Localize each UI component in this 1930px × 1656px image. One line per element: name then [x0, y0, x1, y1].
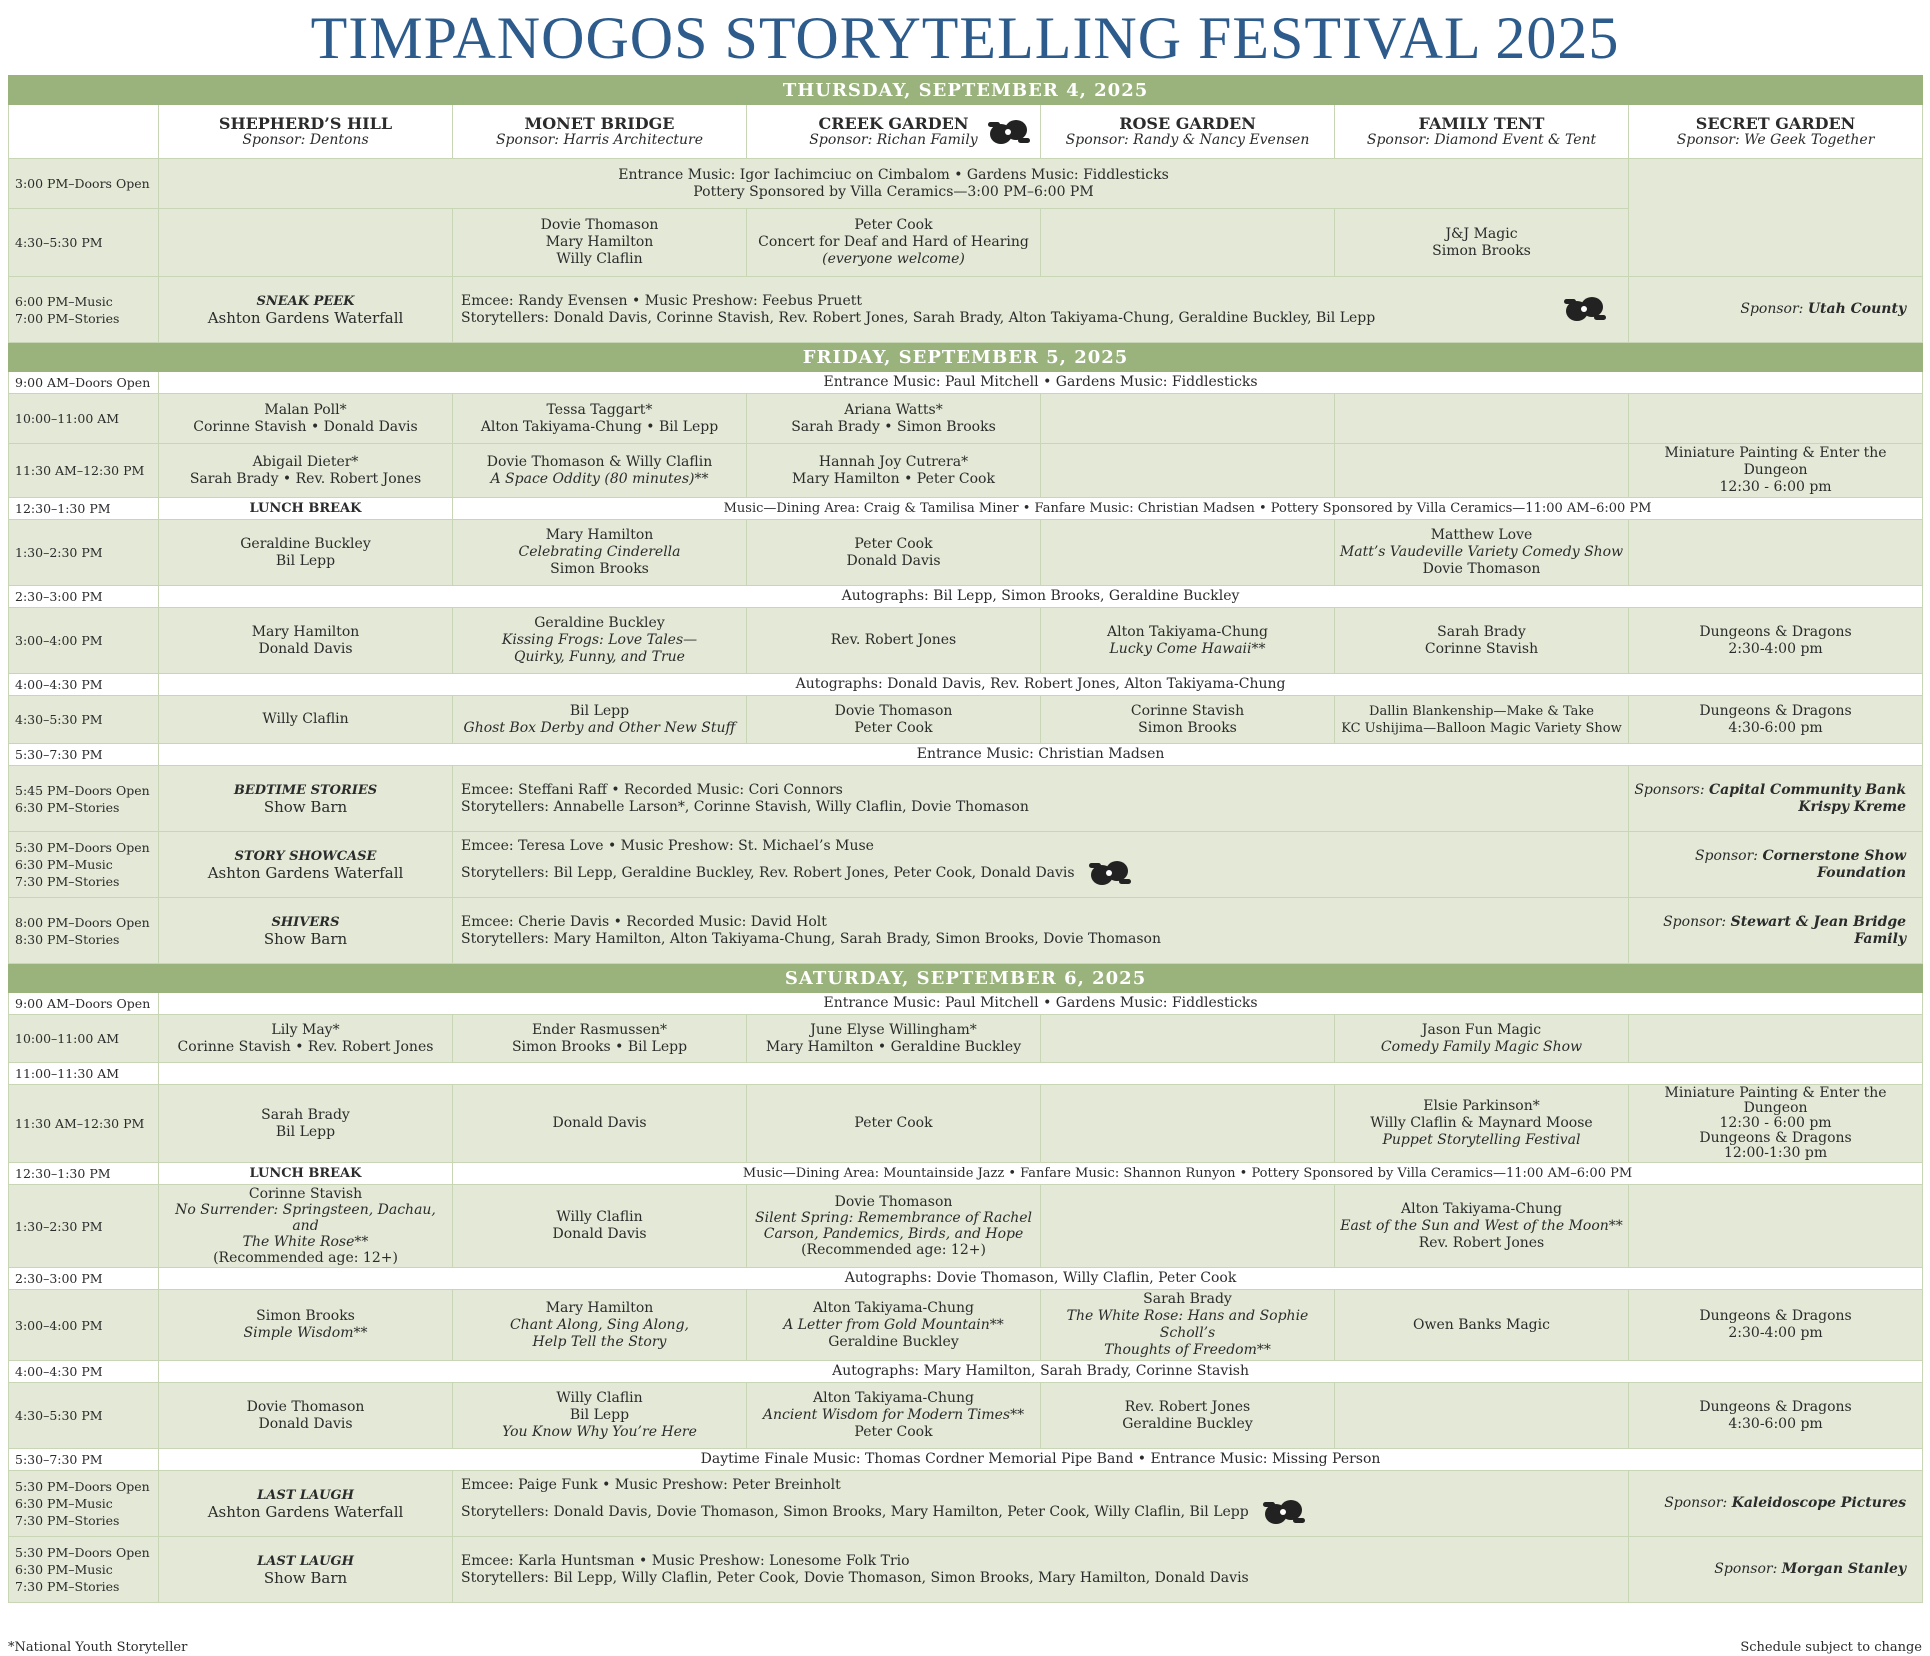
event-sponsor-cell: Sponsor: Cornerstone Show Foundation	[1629, 832, 1923, 898]
day-header-saturday	[9, 964, 1923, 993]
event-sponsor-cell: Sponsor: Kaleidoscope Pictures	[1629, 1471, 1923, 1537]
session-cell: Miniature Painting & Enter the Dungeon 12:30 - 6:00 pm Dungeons & Dragons 12:00-1:30 pm	[1629, 1085, 1923, 1163]
schedule-row	[9, 394, 1923, 444]
event-title-cell: STORY SHOWCASE Ashton Gardens Waterfall	[159, 832, 453, 898]
schedule-row	[9, 1063, 1923, 1085]
time-cell: 3:00–4:00 PM	[9, 608, 159, 674]
evening-event-row	[9, 832, 1923, 898]
venue-header: MONET BRIDGE Sponsor: Harris Architecture	[453, 105, 747, 159]
session-cell: Tessa Taggart* Alton Takiyama-Chung • Bil Lepp	[453, 394, 747, 444]
session-cell: Ender Rasmussen* Simon Brooks • Bil Lepp	[453, 1015, 747, 1063]
session-cell: Mary Hamilton Chant Along, Sing Along, Help Tell the Story	[453, 1290, 747, 1361]
all-venues-cell: Entrance Music: Paul Mitchell • Gardens Music: Fiddlesticks	[159, 993, 1923, 1015]
time-cell: 5:30 PM–Doors Open 6:30 PM–Music 7:30 PM–Stories	[9, 832, 159, 898]
evening-event-row	[9, 766, 1923, 832]
session-cell: Geraldine Buckley Bil Lepp	[159, 520, 453, 586]
time-cell: 12:30–1:30 PM	[9, 498, 159, 520]
session-cell: Alton Takiyama-Chung Ancient Wisdom for Modern Times** Peter Cook	[747, 1383, 1041, 1449]
lunch-label: LUNCH BREAK	[159, 498, 453, 520]
schedule-row	[9, 608, 1923, 674]
event-title-cell: LAST LAUGH Ashton Gardens Waterfall	[159, 1471, 453, 1537]
evening-event-row	[9, 898, 1923, 964]
evening-event-row	[9, 1471, 1923, 1537]
autographs-cell: Autographs: Dovie Thomason, Willy Claflin, Peter Cook	[159, 1268, 1923, 1290]
schedule-row	[9, 372, 1923, 394]
disclaimer: Schedule subject to change	[1740, 1640, 1922, 1655]
event-title-cell: SHIVERS Show Barn	[159, 898, 453, 964]
secret-garden-cell	[1629, 159, 1923, 277]
session-cell: Alton Takiyama-Chung East of the Sun and West of the Moon** Rev. Robert Jones	[1335, 1185, 1629, 1268]
session-cell: Dallin Blankenship—Make & Take KC Ushijima—Balloon Magic Variety Show	[1335, 696, 1629, 744]
time-cell: 12:30–1:30 PM	[9, 1163, 159, 1185]
schedule-row	[9, 674, 1923, 696]
time-cell: 8:00 PM–Doors Open 8:30 PM–Stories	[9, 898, 159, 964]
time-cell: 9:00 AM–Doors Open	[9, 372, 159, 394]
session-cell: Malan Poll* Corinne Stavish • Donald Davis	[159, 394, 453, 444]
time-cell: 1:30–2:30 PM	[9, 1185, 159, 1268]
page-title: TIMPANOGOS STORYTELLING FESTIVAL 2025	[310, 5, 1620, 71]
day-header-thursday	[9, 76, 1923, 105]
schedule-row	[9, 520, 1923, 586]
all-venues-cell: Entrance Music: Christian Madsen	[159, 744, 1923, 766]
session-cell: Alton Takiyama-Chung A Letter from Gold Mountain** Geraldine Buckley	[747, 1290, 1041, 1361]
schedule-row	[9, 1085, 1923, 1163]
time-cell: 10:00–11:00 AM	[9, 1015, 159, 1063]
time-cell: 4:30–5:30 PM	[9, 209, 159, 277]
schedule-row	[9, 1268, 1923, 1290]
evening-event-row	[9, 277, 1923, 343]
session-cell: Mary Hamilton Celebrating Cinderella Simon Brooks	[453, 520, 747, 586]
time-cell: 5:45 PM–Doors Open 6:30 PM–Stories	[9, 766, 159, 832]
schedule-row	[9, 1290, 1923, 1361]
session-cell: Dovie Thomason Mary Hamilton Willy Claflin	[453, 209, 747, 277]
event-details-cell: Emcee: Karla Huntsman • Music Preshow: Lonesome Folk Trio Storytellers: Bil Lepp, Willy Claflin, Peter Cook, Dovie Thomason, Simon Brooks, Mary Hamilton, Donald Davis	[453, 1537, 1629, 1603]
schedule-row	[9, 1383, 1923, 1449]
session-cell: Sarah Brady Bil Lepp	[159, 1085, 453, 1163]
session-cell: Owen Banks Magic	[1335, 1290, 1629, 1361]
session-cell: Miniature Painting & Enter the Dungeon 12:30 - 6:00 pm	[1629, 444, 1923, 498]
time-cell: 11:00–11:30 AM	[9, 1063, 159, 1085]
schedule-row	[9, 1015, 1923, 1063]
time-cell: 11:30 AM–12:30 PM	[9, 1085, 159, 1163]
time-cell: 6:00 PM–Music 7:00 PM–Stories	[9, 277, 159, 343]
event-title-cell: SNEAK PEEK Ashton Gardens Waterfall	[159, 277, 453, 343]
session-cell: Rev. Robert Jones	[747, 608, 1041, 674]
event-details-cell: Emcee: Teresa Love • Music Preshow: St. Michael’s Muse Storytellers: Bil Lepp, Geraldine Buckley, Rev. Robert Jones, Peter Cook, Donald Davis	[453, 832, 1629, 898]
session-cell: Simon Brooks Simple Wisdom**	[159, 1290, 453, 1361]
time-cell: 5:30–7:30 PM	[9, 1449, 159, 1471]
session-cell: J&J Magic Simon Brooks	[1335, 209, 1629, 277]
session-cell: Abigail Dieter* Sarah Brady • Rev. Robert Jones	[159, 444, 453, 498]
session-cell: Rev. Robert Jones Geraldine Buckley	[1041, 1383, 1335, 1449]
event-sponsor-cell: Sponsors: Capital Community Bank Krispy Kreme	[1629, 766, 1923, 832]
event-title-cell: BEDTIME STORIES Show Barn	[159, 766, 453, 832]
event-sponsor-cell: Sponsor: Stewart & Jean Bridge Family	[1629, 898, 1923, 964]
venue-header: SECRET GARDEN Sponsor: We Geek Together	[1629, 105, 1923, 159]
session-cell: Willy Claflin Donald Davis	[453, 1185, 747, 1268]
sign-language-icon	[986, 114, 1032, 150]
session-cell: Mary Hamilton Donald Davis	[159, 608, 453, 674]
session-cell: Peter Cook Donald Davis	[747, 520, 1041, 586]
session-cell: Sarah Brady The White Rose: Hans and Sophie Scholl’s Thoughts of Freedom**	[1041, 1290, 1335, 1361]
time-cell: 3:00–4:00 PM	[9, 1290, 159, 1361]
session-cell: Ariana Watts* Sarah Brady • Simon Brooks	[747, 394, 1041, 444]
session-cell: Alton Takiyama-Chung Lucky Come Hawaii**	[1041, 608, 1335, 674]
session-cell: Dungeons & Dragons 4:30-6:00 pm	[1629, 696, 1923, 744]
evening-event-row	[9, 1537, 1923, 1603]
session-cell: Jason Fun Magic Comedy Family Magic Show	[1335, 1015, 1629, 1063]
schedule-row	[9, 586, 1923, 608]
session-cell: Elsie Parkinson* Willy Claflin & Maynard Moose Puppet Storytelling Festival	[1335, 1085, 1629, 1163]
session-cell: Lily May* Corinne Stavish • Rev. Robert Jones	[159, 1015, 453, 1063]
day-heading: SATURDAY, SEPTEMBER 6, 2025	[9, 964, 1923, 993]
venue-header: FAMILY TENT Sponsor: Diamond Event & Tent	[1335, 105, 1629, 159]
schedule-row	[9, 1163, 1923, 1185]
venue-header: ROSE GARDEN Sponsor: Randy & Nancy Evensen	[1041, 105, 1335, 159]
autographs-cell: Autographs: Donald Davis, Rev. Robert Jones, Alton Takiyama-Chung	[159, 674, 1923, 696]
time-cell: 9:00 AM–Doors Open	[9, 993, 159, 1015]
session-cell: Geraldine Buckley Kissing Frogs: Love Tales— Quirky, Funny, and True	[453, 608, 747, 674]
event-details-cell: Emcee: Paige Funk • Music Preshow: Peter Breinholt Storytellers: Donald Davis, Dovie Thomason, Simon Brooks, Mary Hamilton, Peter Cook, Willy Claflin, Bil Lepp	[453, 1471, 1629, 1537]
time-cell: 5:30 PM–Doors Open 6:30 PM–Music 7:30 PM–Stories	[9, 1537, 159, 1603]
time-cell: 10:00–11:00 AM	[9, 394, 159, 444]
session-cell: Hannah Joy Cutrera* Mary Hamilton • Peter Cook	[747, 444, 1041, 498]
session-cell: Corinne Stavish No Surrender: Springsteen, Dachau, and The White Rose** (Recommended age: 12+)	[159, 1185, 453, 1268]
time-cell: 5:30 PM–Doors Open 6:30 PM–Music 7:30 PM–Stories	[9, 1471, 159, 1537]
session-cell: Dovie Thomason Peter Cook	[747, 696, 1041, 744]
event-title-cell: LAST LAUGH Show Barn	[159, 1537, 453, 1603]
autographs-cell: Autographs: Bil Lepp, Simon Brooks, Geraldine Buckley	[159, 586, 1923, 608]
schedule-row	[9, 1449, 1923, 1471]
session-cell: Dovie Thomason & Willy Claflin A Space Oddity (80 minutes)**	[453, 444, 747, 498]
day-heading: THURSDAY, SEPTEMBER 4, 2025	[9, 76, 1923, 105]
session-cell: June Elyse Willingham* Mary Hamilton • Geraldine Buckley	[747, 1015, 1041, 1063]
all-venues-cell: Entrance Music: Igor Iachimciuc on Cimbalom • Gardens Music: Fiddlesticks Pottery Sponsored by Villa Ceramics—3:00 PM–6:00 PM	[159, 159, 1629, 209]
venue-header-row	[9, 105, 1923, 159]
venue-header: CREEK GARDEN Sponsor: Richan Family	[747, 105, 1041, 159]
venue-header: SHEPHERD’S HILL Sponsor: Dentons	[159, 105, 453, 159]
schedule-row	[9, 444, 1923, 498]
time-cell: 5:30–7:30 PM	[9, 744, 159, 766]
schedule-row	[9, 744, 1923, 766]
session-cell: Willy Claflin	[159, 696, 453, 744]
schedule-row	[9, 498, 1923, 520]
time-cell: 1:30–2:30 PM	[9, 520, 159, 586]
session-cell: Dovie Thomason Donald Davis	[159, 1383, 453, 1449]
all-venues-cell: Music—Dining Area: Craig & Tamilisa Miner • Fanfare Music: Christian Madsen • Pottery Sponsored by Villa Ceramics—11:00 AM–6:00 PM	[453, 498, 1923, 520]
event-details-cell: Emcee: Cherie Davis • Recorded Music: David Holt Storytellers: Mary Hamilton, Alton Takiyama-Chung, Sarah Brady, Simon Brooks, Dovie Thomason	[453, 898, 1629, 964]
time-cell: 2:30–3:00 PM	[9, 1268, 159, 1290]
session-cell: Bil Lepp Ghost Box Derby and Other New Stuff	[453, 696, 747, 744]
schedule-row	[9, 993, 1923, 1015]
event-sponsor-cell: Sponsor: Utah County	[1629, 277, 1923, 343]
time-cell: 4:00–4:30 PM	[9, 1361, 159, 1383]
day-heading: FRIDAY, SEPTEMBER 5, 2025	[9, 343, 1923, 372]
event-details-cell: Emcee: Steffani Raff • Recorded Music: Cori Connors Storytellers: Annabelle Larson*, Corinne Stavish, Willy Claflin, Dovie Thomason	[453, 766, 1629, 832]
all-venues-cell: Entrance Music: Paul Mitchell • Gardens Music: Fiddlesticks	[159, 372, 1923, 394]
event-sponsor-cell: Sponsor: Morgan Stanley	[1629, 1537, 1923, 1603]
autographs-cell: Autographs: Mary Hamilton, Sarah Brady, Corinne Stavish	[159, 1361, 1923, 1383]
sign-language-icon	[1261, 1494, 1307, 1530]
schedule-row	[9, 1185, 1923, 1268]
all-venues-cell: Daytime Finale Music: Thomas Cordner Memorial Pipe Band • Entrance Music: Missing Person	[159, 1449, 1923, 1471]
session-cell: Willy Claflin Bil Lepp You Know Why You’re Here	[453, 1383, 747, 1449]
all-venues-cell: Music—Dining Area: Mountainside Jazz • Fanfare Music: Shannon Runyon • Pottery Sponsored by Villa Ceramics—11:00 AM–6:00 PM	[453, 1163, 1923, 1185]
session-cell: Donald Davis	[453, 1085, 747, 1163]
event-details-cell: Emcee: Randy Evensen • Music Preshow: Feebus Pruett Storytellers: Donald Davis, Corinne Stavish, Rev. Robert Jones, Sarah Brady, Alton Takiyama-Chung, Geraldine Buckley, Bil Lepp	[453, 277, 1629, 343]
session-cell: Peter Cook	[747, 1085, 1041, 1163]
lunch-label: LUNCH BREAK	[159, 1163, 453, 1185]
time-cell: 4:30–5:30 PM	[9, 1383, 159, 1449]
schedule-row	[9, 696, 1923, 744]
time-cell: 4:30–5:30 PM	[9, 696, 159, 744]
session-cell: Peter Cook Concert for Deaf and Hard of Hearing (everyone welcome)	[747, 209, 1041, 277]
time-cell: 4:00–4:30 PM	[9, 674, 159, 696]
time-cell: 11:30 AM–12:30 PM	[9, 444, 159, 498]
session-cell: Dungeons & Dragons 2:30-4:00 pm	[1629, 608, 1923, 674]
footnote: *National Youth Storyteller	[8, 1640, 188, 1655]
schedule-row	[9, 159, 1923, 209]
session-cell: Dovie Thomason Silent Spring: Remembrance of Rachel Carson, Pandemics, Birds, and Hope (Recommended age: 12+)	[747, 1185, 1041, 1268]
session-cell: Dungeons & Dragons 4:30-6:00 pm	[1629, 1383, 1923, 1449]
sign-language-icon	[1562, 291, 1608, 327]
session-cell: Dungeons & Dragons 2:30-4:00 pm	[1629, 1290, 1923, 1361]
time-cell: 3:00 PM–Doors Open	[9, 159, 159, 209]
day-header-friday	[9, 343, 1923, 372]
schedule-table	[8, 75, 1923, 1603]
sign-language-icon	[1087, 855, 1133, 891]
session-cell: Matthew Love Matt’s Vaudeville Variety Comedy Show Dovie Thomason	[1335, 520, 1629, 586]
schedule-row	[9, 1361, 1923, 1383]
time-cell: 2:30–3:00 PM	[9, 586, 159, 608]
session-cell: Corinne Stavish Simon Brooks	[1041, 696, 1335, 744]
session-cell: Sarah Brady Corinne Stavish	[1335, 608, 1629, 674]
